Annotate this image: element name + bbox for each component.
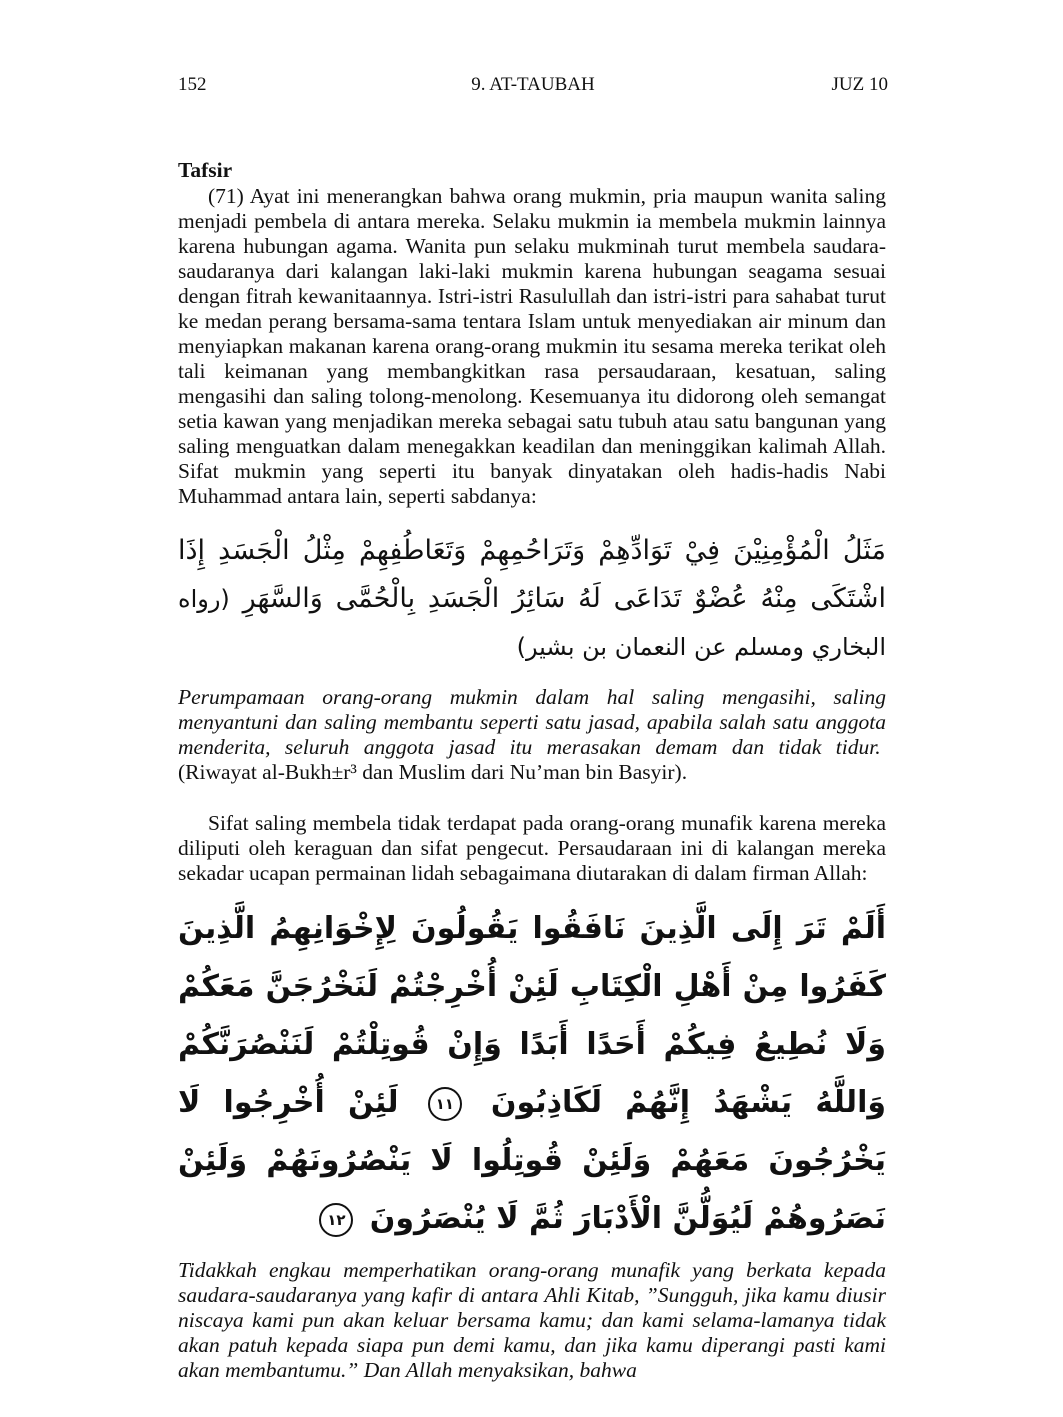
hadith-arabic: [178, 527, 886, 671]
page-number: 152: [178, 74, 207, 95]
tafsir-paragraph-2: Sifat saling membela tidak terdapat pada orang-orang munafik karena mereka diliputi oleh keraguan dan sifat pengecut. Persaudaraan ini di kalangan mereka sekadar ucapan permainan lidah sebagaimana diutarakan di dalam firman Allah:: [178, 811, 886, 885]
section-title: Tafsir: [178, 158, 233, 182]
verse-number-11: ١١: [428, 1087, 462, 1121]
hadith-reference: (Riwayat al-Bukh±r³ dan Muslim dari Nu’man bin Basyir).: [178, 760, 688, 784]
hadith-translation-text: Perumpamaan orang-orang mukmin dalam hal saling mengasihi, saling menyantuni dan saling membantu seperti satu jasad, apabila salah satu anggota menderita, seluruh anggota jasad itu merasakan demam dan tidak tidur.: [178, 685, 886, 759]
page-content: [178, 157, 886, 1383]
tafsir-paragraph-1: (71) Ayat ini menerangkan bahwa orang mukmin, pria maupun wanita saling menjadi pembela di antara mereka. Selaku mukmin ia membela mukmin lainnya karena hubungan agama. Wanita pun selaku mukminah turut membela saudara-saudaranya dari kalangan laki-laki mukmin karena hubungan seagama sesuai dengan fitrah kewanitaannya. Istri-istri Rasulullah dan istri-istri para sahabat turut ke medan perang bersama-sama tentara Islam untuk menyediakan air minum dan menyiapkan makanan karena orang-orang mukmin itu sesama mereka terikat oleh tali keimanan yang membangkitkan rasa persaudaraan, kesatuan, saling mengasihi dan saling tolong-menolong. Kesemuanya itu didorong oleh semangat setia kawan yang menjadikan mereka sebagai satu tubuh atau satu bangunan yang saling menguatkan dalam menegakkan keadilan dan meninggikan kalimah Allah. Sifat mukmin yang seperti itu banyak dinyatakan oleh hadis-hadis Nabi Muhammad antara lain, seperti sabdanya:: [178, 184, 886, 508]
chapter-title: 9. AT-TAUBAH: [471, 74, 595, 95]
quran-verses: [178, 900, 886, 1248]
quran-translation: Tidakkah engkau memperhatikan orang-orang munafik yang berkata kepada saudara-saudaranya yang kafir di antara Ahli Kitab, ”Sungguh, jika kamu diusir niscaya kami pun akan keluar bersama kamu; dan kami selama-lamanya tidak akan patuh kepada siapa pun demi kamu, dan jika kamu diperangi pasti kami akan membantumu.” Dan Allah menyaksikan, bahwa: [178, 1258, 886, 1382]
hadith-source: (رواه البخاري ومسلم عن النعمان بن بشير): [178, 585, 886, 661]
hadith-arabic-text: مَثَلُ الْمُؤْمِنِيْنَ فِيْ تَوَادِّهِمْ وَتَرَاحُمِهِمْ وَتَعَاطُفِهِمْ مِثْلُ الْجَسَدِ إِذَا اشْتَكَى مِنْهُ عُضْوٌ تَدَاعَى لَهُ سَائِرُ الْجَسَدِ بِالْحُمَّى وَالسَّهَرِ: [178, 535, 886, 614]
quran-verse-11: أَلَمْ تَرَ إِلَى الَّذِينَ نَافَقُوا يَقُولُونَ لِإِخْوَانِهِمُ الَّذِينَ كَفَرُوا مِنْ أَهْلِ الْكِتَابِ لَئِنْ أُخْرِجْتُمْ لَنَخْرُجَنَّ مَعَكُمْ وَلَا نُطِيعُ فِيكُمْ أَحَدًا أَبَدًا وَإِنْ قُوتِلْتُمْ لَنَنْصُرَنَّكُمْ وَاللَّهُ يَشْهَدُ إِنَّهُمْ لَكَاذِبُونَ: [178, 911, 886, 1120]
quran-verse-12: لَئِنْ أُخْرِجُوا لَا يَخْرُجُونَ مَعَهُمْ وَلَئِنْ قُوتِلُوا لَا يَنْصُرُونَهُمْ وَلَئِنْ نَصَرُوهُمْ لَيُوَلُّنَّ الْأَدْبَارَ ثُمَّ لَا يُنْصَرُونَ: [178, 1085, 886, 1236]
juz-label: JUZ 10: [831, 74, 888, 95]
page-header: [178, 74, 888, 104]
verse-number-12: ١٢: [319, 1203, 353, 1237]
hadith-translation: [178, 685, 886, 785]
